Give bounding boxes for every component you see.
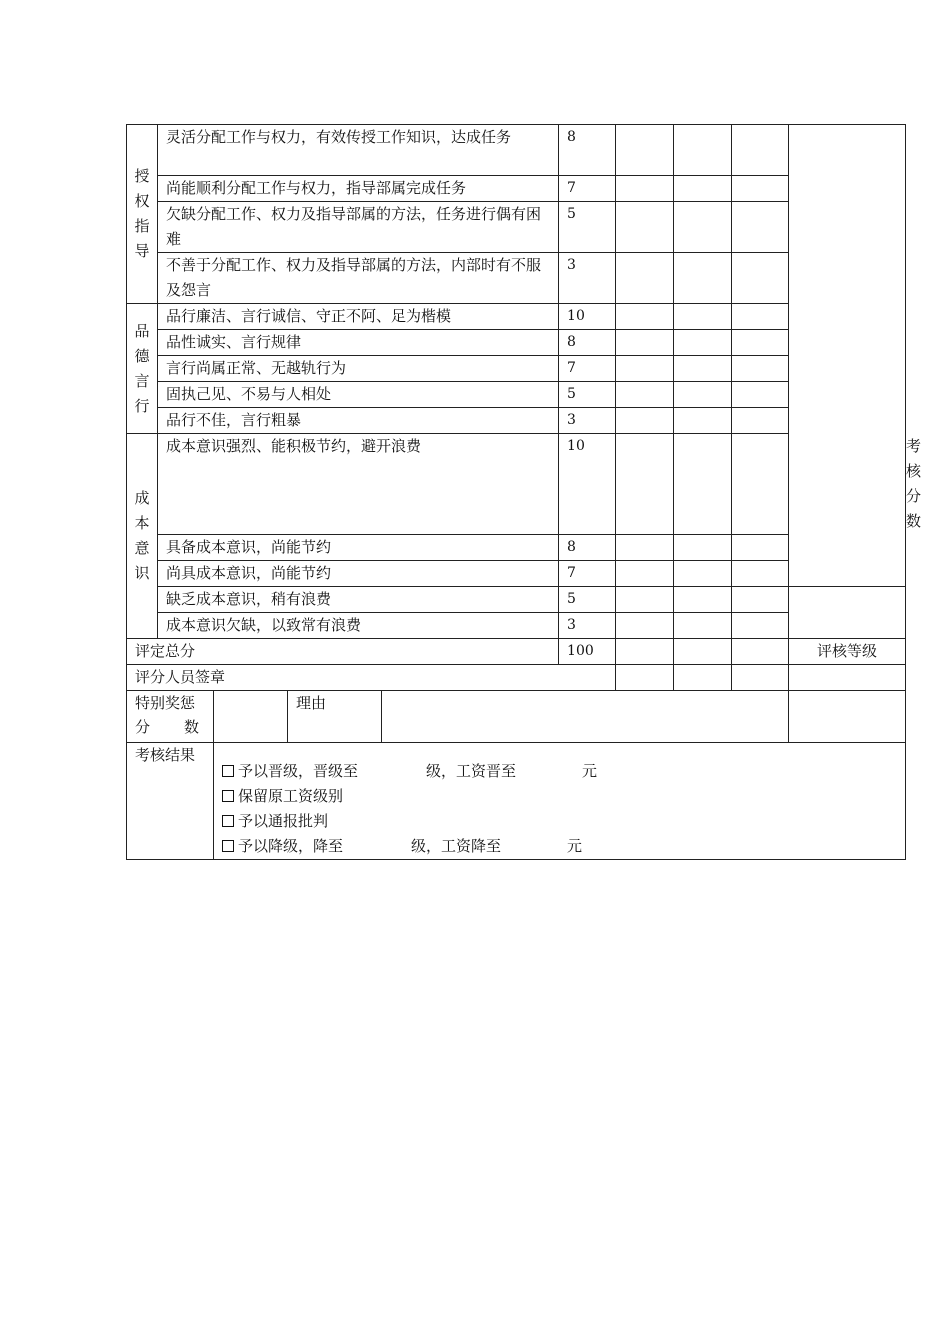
- criterion-score: 8: [559, 535, 616, 561]
- score-cell[interactable]: [674, 253, 732, 304]
- table-row: [127, 743, 906, 860]
- option-text: 级，工资降至: [411, 837, 502, 855]
- option-retain[interactable]: [222, 784, 901, 809]
- category-char: 识: [134, 564, 150, 582]
- score-cell[interactable]: [732, 613, 789, 639]
- score-cell[interactable]: [616, 535, 674, 561]
- option-text: 予以通报批判: [238, 812, 329, 830]
- table-row: [127, 691, 906, 743]
- score-cell[interactable]: [616, 382, 674, 408]
- criterion-score: 5: [559, 202, 616, 253]
- option-text: 级，工资晋至: [426, 762, 517, 780]
- score-cell[interactable]: [732, 434, 789, 535]
- criterion-score: 3: [559, 613, 616, 639]
- special-bonus-line1: 特别奖惩: [135, 694, 196, 712]
- criterion-text: 品行廉洁、言行诚信、守正不阿、足为楷模: [158, 304, 559, 330]
- category-conduct-label: [127, 304, 158, 434]
- criterion-text: 尚具成本意识，尚能节约: [158, 561, 559, 587]
- category-char: 成: [134, 489, 150, 507]
- appraisal-form: [126, 124, 922, 860]
- option-promote[interactable]: [222, 759, 901, 784]
- category-char: 权: [134, 192, 150, 210]
- total-score: 100: [559, 639, 616, 665]
- score-cell[interactable]: [616, 639, 674, 665]
- score-cell[interactable]: [616, 304, 674, 330]
- score-cell[interactable]: [616, 330, 674, 356]
- score-cell[interactable]: [616, 587, 674, 613]
- score-cell[interactable]: [616, 202, 674, 253]
- option-text: 予以晋级，晋级至: [238, 762, 359, 780]
- score-cell[interactable]: [732, 535, 789, 561]
- criterion-score: 3: [559, 253, 616, 304]
- score-cell[interactable]: [674, 561, 732, 587]
- criterion-score: 8: [559, 330, 616, 356]
- result-options: [214, 743, 906, 860]
- category-char: 德: [134, 346, 150, 365]
- criterion-text: 欠缺分配工作、权力及指导部属的方法，任务进行偶有困难: [158, 202, 559, 253]
- signature-cell[interactable]: [616, 665, 674, 691]
- criterion-text: 成本意识强烈、能积极节约，避开浪费: [158, 434, 559, 535]
- criterion-text: 缺乏成本意识，稍有浪费: [158, 587, 559, 613]
- criterion-text: 言行尚属正常、无越轨行为: [158, 356, 559, 382]
- score-cell[interactable]: [732, 253, 789, 304]
- appraisal-table: [126, 124, 922, 860]
- criterion-score: 3: [559, 408, 616, 434]
- score-cell[interactable]: [616, 613, 674, 639]
- option-text: 予以降级，降至: [238, 837, 344, 855]
- special-char: 数: [183, 718, 199, 736]
- criterion-text: 成本意识欠缺，以致常有浪费: [158, 613, 559, 639]
- criterion-score: 8: [559, 125, 616, 176]
- category-char: 意: [134, 539, 150, 557]
- checkbox-icon[interactable]: [222, 790, 234, 802]
- option-text: 元: [567, 837, 583, 855]
- criterion-score: 7: [559, 561, 616, 587]
- special-bonus-value-cell[interactable]: [214, 691, 288, 743]
- criterion-text: 具备成本意识，尚能节约: [158, 535, 559, 561]
- special-right-cell: [789, 691, 906, 743]
- reason-input[interactable]: [382, 691, 788, 742]
- criterion-text: 尚能顺利分配工作与权力，指导部属完成任务: [158, 176, 559, 202]
- criterion-text: 灵活分配工作与权力，有效传授工作知识，达成任务: [158, 125, 559, 176]
- criterion-score: 10: [559, 434, 616, 535]
- table-row: [127, 587, 906, 613]
- category-char: 指: [134, 217, 150, 235]
- special-bonus-label: [127, 691, 214, 743]
- table-row: [127, 125, 906, 176]
- side-blank-cell: [789, 125, 906, 587]
- score-cell[interactable]: [674, 304, 732, 330]
- category-char: 导: [134, 242, 150, 260]
- category-char: 授: [134, 167, 150, 185]
- score-cell[interactable]: [732, 356, 789, 382]
- score-cell[interactable]: [674, 535, 732, 561]
- criterion-score: 10: [559, 304, 616, 330]
- score-cell[interactable]: [732, 408, 789, 434]
- score-cell[interactable]: [674, 639, 732, 665]
- score-cell[interactable]: [616, 408, 674, 434]
- option-demote[interactable]: [222, 834, 901, 859]
- criterion-text: 不善于分配工作、权力及指导部属的方法，内部时有不服及怨言: [158, 253, 559, 304]
- criterion-text: 品行不佳，言行粗暴: [158, 408, 559, 434]
- table-row: [127, 613, 906, 639]
- score-cell[interactable]: [674, 330, 732, 356]
- score-cell[interactable]: [732, 382, 789, 408]
- score-cell[interactable]: [732, 330, 789, 356]
- signature-label: 评分人员签章: [127, 665, 616, 691]
- rating-level-value-cell[interactable]: [789, 665, 906, 691]
- criterion-text: 品性诚实、言行规律: [158, 330, 559, 356]
- result-label: 考核结果: [127, 743, 214, 860]
- score-cell[interactable]: [732, 176, 789, 202]
- score-cell[interactable]: [674, 176, 732, 202]
- special-bonus-line2: [135, 715, 199, 739]
- category-auth-label: [127, 125, 158, 304]
- score-cell[interactable]: [616, 253, 674, 304]
- category-char: 行: [134, 396, 150, 415]
- table-row: [127, 639, 906, 665]
- score-cell[interactable]: [732, 304, 789, 330]
- score-cell[interactable]: [674, 434, 732, 535]
- checkbox-icon[interactable]: [222, 765, 234, 777]
- score-cell[interactable]: [616, 356, 674, 382]
- signature-cell[interactable]: [674, 665, 732, 691]
- option-text: 元: [582, 762, 598, 780]
- score-cell[interactable]: [674, 382, 732, 408]
- criterion-score: 7: [559, 356, 616, 382]
- score-cell[interactable]: [616, 434, 674, 535]
- score-cell[interactable]: [616, 561, 674, 587]
- category-char: 言: [134, 371, 150, 390]
- score-cell[interactable]: [616, 125, 674, 176]
- option-criticize[interactable]: [222, 809, 901, 834]
- option-text: 保留原工资级别: [238, 787, 344, 805]
- checkbox-icon[interactable]: [222, 815, 234, 827]
- category-cost-label: [127, 434, 158, 639]
- score-cell[interactable]: [674, 356, 732, 382]
- score-cell[interactable]: [674, 125, 732, 176]
- rating-level-label: 评核等级: [789, 639, 906, 665]
- total-label: 评定总分: [127, 639, 559, 665]
- score-cell[interactable]: [674, 202, 732, 253]
- category-char: 本: [134, 514, 150, 532]
- checkbox-icon[interactable]: [222, 840, 234, 852]
- category-char: 品: [134, 321, 150, 340]
- score-cell[interactable]: [674, 408, 732, 434]
- reason-label: 理由: [288, 691, 382, 742]
- score-cell[interactable]: [674, 613, 732, 639]
- score-cell[interactable]: [616, 176, 674, 202]
- score-cell[interactable]: [732, 587, 789, 613]
- score-cell[interactable]: [732, 561, 789, 587]
- score-cell[interactable]: [732, 639, 789, 665]
- table-row: [127, 665, 906, 691]
- reason-cell: [288, 691, 789, 743]
- signature-cell[interactable]: [732, 665, 789, 691]
- special-char: 分: [135, 718, 151, 736]
- score-cell[interactable]: [674, 587, 732, 613]
- criterion-score: 5: [559, 587, 616, 613]
- score-cell[interactable]: [732, 125, 789, 176]
- score-cell[interactable]: [732, 202, 789, 253]
- criterion-score: 7: [559, 176, 616, 202]
- criterion-text: 固执己见、不易与人相处: [158, 382, 559, 408]
- criterion-score: 5: [559, 382, 616, 408]
- table-row: 成 本 意 识 成本意识强烈、能积极节约，避开浪费 10 考核分数: [127, 434, 906, 535]
